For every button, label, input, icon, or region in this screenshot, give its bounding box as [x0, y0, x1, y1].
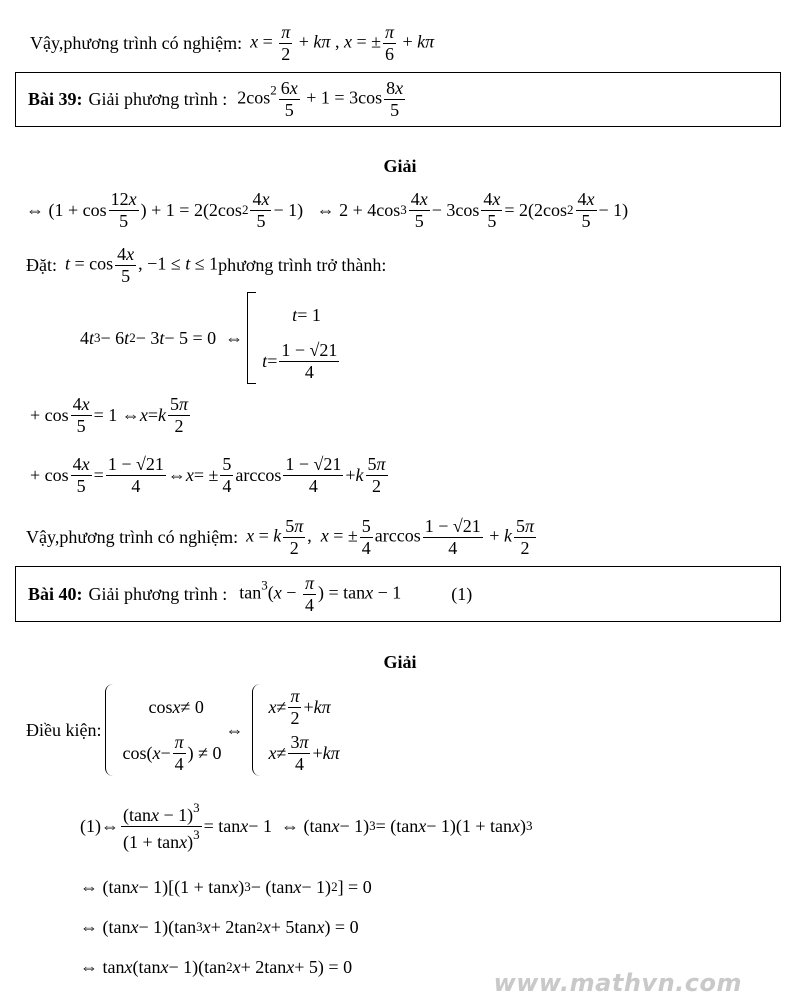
solution-40-step4: ⇔ tan x (tan x − 1)(tan 2 x + 2tan x + 5) = 0	[80, 956, 353, 977]
roots-system: t = 1 t = $\frac{1 - √21}{4}$	[247, 292, 341, 384]
solution-39-step1: ⇔ (1 + cos $\frac{12x}{5}$ ) + 1 = 2(2cos 2 $\frac{4x}{5}$ − 1) ⇔ 2 + 4cos 3 $\frac{4x}{5}$ − 3cos $\frac{4x}{5}$ = 2(2cos 2 $\frac{4x}{5}$ − 1)	[26, 188, 629, 231]
solution-40-conditions: Điều kiện: cos x ≠ 0 cos( x − $\frac{\pi}{4}$ ) ≠ 0 ⇔ x ≠ $\frac{\pi}{2}$ + kπ x ≠ $\frac{3\pi}{4}$ + kπ	[26, 680, 340, 780]
solution-39-heading: Giải	[383, 156, 417, 176]
dat-tail: phương trình trở thành:	[218, 254, 387, 275]
condition-label: Điều kiện:	[26, 719, 102, 740]
watermark: www.mathvn.com	[493, 969, 742, 997]
solution-40-heading: Giải	[383, 652, 417, 672]
solution-40-step3: ⇔ (tan x − 1)(tan 3 x + 2tan 2 x + 5tan x ) = 0	[80, 916, 359, 937]
conclusion-39: Vậy,phương trình có nghiệm: x = k $\frac{5\pi}{2}$ , x = ± $\frac{5}{4}$ arccos $\frac{1 - √21}{4}$ + k $\frac{5\pi}{2}$	[26, 515, 534, 558]
conclusion-38	[30, 18, 434, 68]
problem-40-eq-number: (1)	[451, 583, 473, 604]
problem-40-text: Giải phương trình :	[88, 583, 228, 604]
condition-system-1: cos x ≠ 0 cos( x − $\frac{\pi}{4}$ ) ≠ 0	[105, 684, 221, 776]
dat-label: Đặt:	[26, 254, 57, 275]
conclusion-39-label: Vậy,phương trình có nghiệm:	[26, 526, 239, 547]
conclusion-38-label: Vậy,phương trình có nghiệm:	[30, 32, 243, 53]
solution-39-substitution: Đặt: t = cos $\frac{4x}{5}$ , −1 ≤ t ≤ 1 phương trình trở thành:	[26, 243, 387, 286]
problem-39-equation: $2\cos^2$ $\frac{6x}{5}$ + 1 = 3cos $\frac{8x}{5}$	[237, 78, 404, 120]
problem-39-label: Bài 39:	[28, 89, 83, 109]
solution-39-case1: + cos $\frac{4x}{5}$ = 1 ⇔ x = k $\frac{5\pi}{2}$	[30, 393, 188, 436]
problem-39-text: Giải phương trình :	[88, 89, 228, 109]
problem-39-box	[15, 72, 781, 127]
conclusion-38-formula: x = $\frac{\pi}{2}$ + kπ , x = ± $\frac{\pi}{6}$ + kπ	[250, 21, 435, 64]
condition-system-2: x ≠ $\frac{\pi}{2}$ + kπ x ≠ $\frac{3\pi}{4}$ + kπ	[252, 684, 340, 776]
solution-39-case2: + cos $\frac{4x}{5}$ = $\frac{1 - √21}{4}$ ⇔ x = ± $\frac{5}{4}$ arccos $\frac{1 - √21}{4}$ + k $\frac{5\pi}{2}$	[30, 453, 386, 496]
solution-40-step1: (1) ⇔ $\frac{(\tan x - 1)^3}{(1 + \tan x)^3}$ = tan x − 1 ⇔ (tan x − 1) 3 = (tan x − 1)(1 + tan x ) 3	[80, 799, 533, 852]
problem-40-box	[15, 566, 781, 622]
solution-39-cubic: 4 t 3 − 6 t 2 − 3 t − 5 = 0 ⇔ t = 1 t = $\frac{1 - √21}{4}$	[80, 293, 341, 383]
problem-40-label: Bài 40:	[28, 583, 83, 604]
problem-40-equation: $\tan^3(x$ − $\frac{\pi}{4}$ ) = tanx − 1	[239, 572, 402, 615]
solution-40-step2: ⇔ (tan x − 1)[(1 + tan x ) 3 − (tan x − 1) 2 ] = 0	[80, 876, 372, 897]
